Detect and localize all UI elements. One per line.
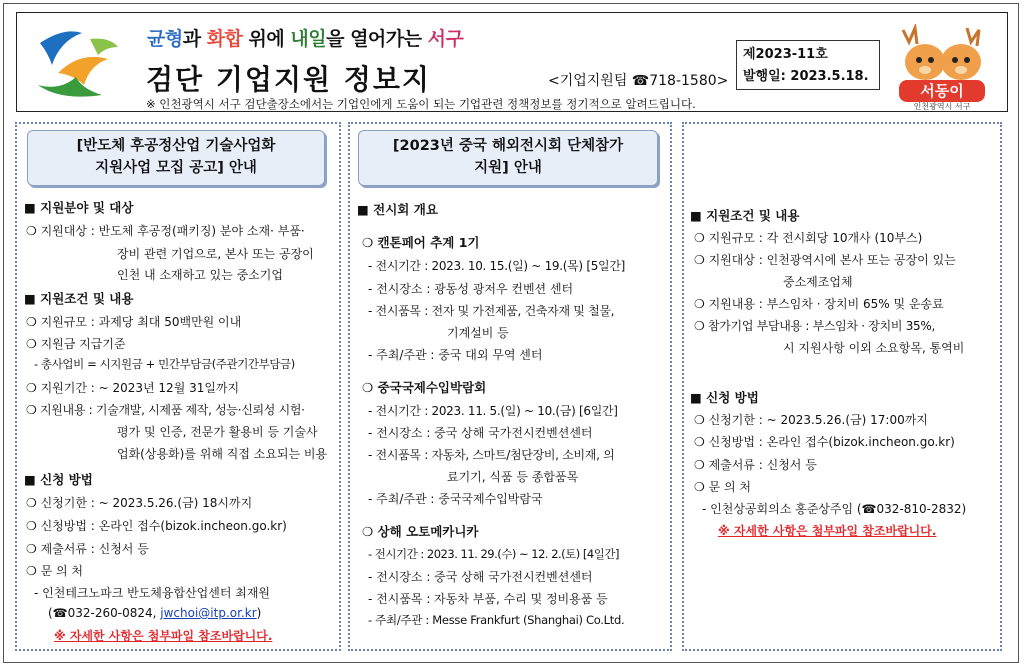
section-title-semiconductor [27,130,325,186]
support-standard: ❍ 지원금 지급기준 [26,337,126,351]
mascot-name: 서동이 [899,80,985,102]
apply-docs: ❍ 제출서류 : 신청서 등 [694,458,817,472]
notice-attachment: ※ 자세한 사항은 첨부파일 참조바랍니다. [54,629,273,643]
apply-docs: ❍ 제출서류 : 신청서 등 [26,542,149,556]
support-target: ❍ 지원대상 : 반도체 후공정(패키징) 분야 소재· 부품· [26,224,305,238]
apply-method: ❍ 신청방법 : 온라인 접수(bizok.incheon.go.kr) [694,435,955,449]
exhibition-host: - 주최/주관 : 중국 대외 무역 센터 [368,348,543,362]
header-subtitle: ※ 인천광역시 서구 검단출장소에서는 기업인에게 도움이 되는 기업관련 정책정보를 정기적으로 알려드립니다. [146,97,696,111]
exhibition-period: - 전시기간 : 2023. 11. 5.(일) ~ 10.(금) [6일간] [368,404,618,418]
exhibition-place: - 전시장소 : 광동성 광저우 컨벤션 센터 [368,282,574,296]
exhibition-host: - 주최/주관 : 중국국제수입박람국 [368,492,543,506]
section-title-exhibition [358,130,658,186]
apply-deadline: ❍ 신청기한 : ~ 2023.5.26.(금) 17:00까지 [694,413,928,427]
exhibition-period: - 전시기간 : 2023. 10. 15.(일) ~ 19.(목) [5일간] [368,259,626,273]
support-content: ❍ 지원내용 : 기술개발, 시제품 제작, 성능·신뢰성 시험· [26,403,305,417]
inquiry-contact: - 인천테크노파크 반도체융합산업센터 최재원 [34,586,271,600]
issue-box [736,40,880,90]
exhibition-items-cont: 료기기, 식품 등 종합품목 [447,470,579,484]
page-title: 검단 기업지원 정보지 [146,63,431,96]
exhibition-name: ❍ 중국국제수입박람회 [362,380,487,395]
notice-attachment: ※ 자세한 사항은 첨부파일 참조바랍니다. [718,524,937,538]
title-line: [반도체 후공정산업 기술사업화 [76,138,276,154]
phone-text: ) [256,606,262,620]
slogan-part: 과 [182,28,207,50]
seogu-logo [30,25,122,105]
slogan-part: 서구 [427,28,464,50]
support-target: ❍ 지원대상 : 인천광역시에 본사 또는 공장이 있는 [694,253,956,267]
inquiry-contact: - 인천상공회의소 홍준상주임 (☎032-810-2832) [702,502,967,516]
exhibition-items: - 전시품목 : 자동차 부품, 수리 및 정비용품 등 [368,592,608,606]
slogan-part: 화합 [206,28,243,50]
title-line: [2023년 중국 해외전시회 단체참가 [392,138,624,154]
slogan-part: 을 열어가는 [326,28,428,50]
slogan-part: 균형 [147,28,183,50]
total-cost: - 총사업비 = 시지원금 + 민간부담금(주관기간부담금) [34,357,295,371]
issue-number: 제2023-11호 [743,47,828,62]
support-scale: ❍ 지원규모 : 과제당 최대 50백만원 이내 [26,315,242,329]
heading-application: ■ 신청 방법 [24,472,93,487]
exhibition-place: - 전시장소 : 중국 상해 국가전시컨벤션센터 [368,426,593,440]
mascot-icon [895,24,989,86]
exhibition-items: - 전시품목 : 전자 및 가전제품, 건축자재 및 철물, [368,304,615,318]
support-content-cont: 업화(상용화)를 위해 직접 소요되는 비용 [117,447,328,461]
support-target-cont: 중소제조업체 [783,275,853,289]
inquiry-label: ❍ 문 의 처 [26,564,83,578]
support-target-cont: 인천 내 소재하고 있는 중소기업 [117,268,283,282]
exhibition-host: - 주최/주관 : Messe Frankfurt (Shanghai) Co.Ltd. [368,613,625,627]
inquiry-label: ❍ 문 의 처 [694,480,751,494]
slogan-part: 내일 [290,28,327,50]
exhibition-place: - 전시장소 : 중국 상해 국가전시컨벤션센터 [368,570,593,584]
mascot-sub: 인천광역시 서구 [913,102,971,111]
exhibition-name: ❍ 상해 오토메카니카 [362,524,479,539]
column-exhibition-support [682,122,1002,651]
company-burden: ❍ 참가기업 부담내용 : 부스임차 · 장치비 35%, [694,319,935,333]
phone-text: (☎032-260-0824, [48,606,161,620]
inquiry-phone [48,606,261,620]
exhibition-items: - 전시품목 : 자동차, 스마트/첨단장비, 소비재, 의 [368,448,615,462]
exhibition-items-cont: 기계설비 등 [447,326,509,340]
slogan-part: 위에 [242,28,291,50]
apply-method: ❍ 신청방법 : 온라인 접수(bizok.incheon.go.kr) [26,519,287,533]
heading-application: ■ 신청 방법 [690,390,759,405]
email-link[interactable]: jwchoi@itp.or.kr [160,606,257,620]
heading-support-field: ■ 지원분야 및 대상 [24,200,134,215]
exhibition-name: ❍ 캔톤페어 추계 1기 [362,235,480,250]
mascot [895,24,989,111]
team-contact: <기업지원팀 ☎718-1580> [548,73,729,89]
title-line: 지원] 안내 [474,160,542,176]
support-content-cont: 평가 및 인증, 전문가 활용비 등 기술사 [117,425,318,439]
title-line: 지원사업 모집 공고] 안내 [95,160,257,176]
exhibition-period: - 전시기간 : 2023. 11. 29.(수) ~ 12. 2.(토) [4일간] [368,547,619,561]
apply-deadline: ❍ 신청기한 : ~ 2023.5.26.(금) 18시까지 [26,496,253,510]
support-target-cont: 장비 관련 기업으로, 본사 또는 공장이 [117,247,314,261]
slogan [147,24,463,51]
support-content: ❍ 지원내용 : 부스임차 · 장치비 65% 및 운송료 [694,297,944,311]
company-burden-cont: 시 지원사항 이외 소요항목, 통역비 [783,341,965,355]
heading-conditions: ■ 지원조건 및 내용 [24,291,134,306]
heading-conditions: ■ 지원조건 및 내용 [690,208,800,223]
issue-date: 발행일: 2023.5.18. [743,69,869,84]
support-scale: ❍ 지원규모 : 각 전시회당 10개사 (10부스) [694,231,923,245]
heading-overview: ■ 전시회 개요 [357,202,438,217]
support-period: ❍ 지원기간 : ~ 2023년 12월 31일까지 [26,381,240,395]
